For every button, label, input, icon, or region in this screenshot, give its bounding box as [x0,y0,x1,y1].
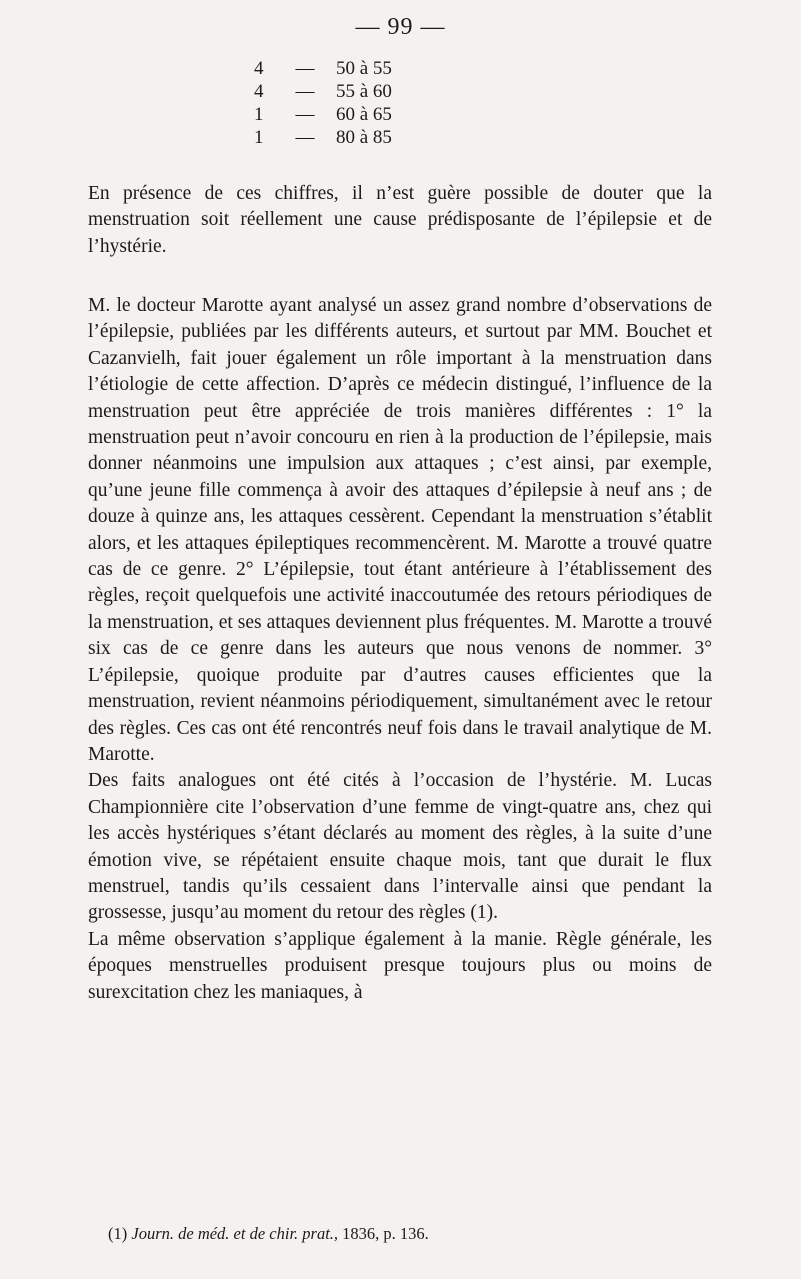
table-row [254,126,456,149]
table-cell-dash: — [295,104,315,125]
table-cell-range: 55 à 60 [336,81,392,102]
table-cell-count: 1 [254,104,264,125]
footnote-reference: 1836, p. 136. [342,1224,429,1243]
paragraph-hysteria: Des faits analogues ont été cités à l’occasion de l’hystérie. M. Lucas Championnière cite l’observation d’une femme de vingt-quatre ans, chez qui les accès hystériques s’étant déclarés au moment des règles, à la suite d’une émotion vive, se répétaient ensuite chaque mois, tant que durait le flux menstruel, tandis qu’ils cessaient dans l’intervalle ainsi que pendant la grossesse, jusqu’au moment du retour des règles (1). [88,770,712,924]
table-cell-dash: — [295,127,315,148]
table-cell-range: 60 à 65 [336,104,392,125]
table-row [254,103,456,126]
body-text [88,293,712,1006]
table-cell-range: 50 à 55 [336,58,392,79]
age-table [254,57,456,149]
table-cell-dash: — [295,58,315,79]
page-number: — 99 — [355,14,446,40]
table-row [254,57,456,80]
paragraph-marotte: M. le docteur Marotte ayant analysé un assez grand nombre d’observations de l’épilepsie, publiées par les différents auteurs, et surtout par MM. Bouchet et Cazanvielh, fait jouer également un rôle important à la menstruation dans l’étiologie de cette affection. D’après ce médecin distingué, l’influence de la menstruation peut être appréciée de trois manières différentes : 1° la menstruation peut n’avoir concouru en rien à la production de l’épilepsie, mais donner néanmoins une impulsion aux attaques ; c’est ainsi, par exemple, qu’une jeune fille commença à avoir des attaques d’épilepsie à neuf ans ; de douze à quinze ans, les attaques cessèrent. Cependant la menstruation s’établit alors, et les attaques épileptiques recommencèrent. M. Marotte a trouvé quatre cas de ce genre. 2° L’épilepsie, tout étant antérieure à l’établissement des règles, reçoit quelquefois une activité inaccoutumée des retours périodiques de la menstruation, et ses attaques deviennent plus fréquentes. M. Marotte a trouvé six cas de ce genre dans les auteurs que nous venons de nommer. 3° L’épilepsie, quoique produite par d’autres causes efficientes que la menstruation, revient néanmoins périodiquement, simultanément avec le retour des règles. Ces cas ont été rencontrés neuf fois dans le travail analytique de M. Marotte. [88,295,712,765]
table-cell-range: 80 à 85 [336,127,392,148]
table-cell-count: 1 [254,127,264,148]
footnote-marker: (1) [108,1224,128,1243]
table-cell-count: 4 [254,81,264,102]
paragraph-intro: En présence de ces chiffres, il n’est guère possible de douter que la menstruation soit réellement une cause prédisposante de l’épilepsie et de l’hystérie. [88,183,712,257]
table-cell-dash: — [295,81,315,102]
footnote-journal: Journ. de méd. et de chir. prat., [131,1224,339,1243]
table-cell-count: 4 [254,58,264,79]
footnote [108,1224,429,1244]
paragraph-mania: La même observation s’applique également à la manie. Règle générale, les époques menstruelles produisent presque toujours plus ou moins de surexcitation chez les maniaques, à [88,928,712,1003]
table-row [254,80,456,103]
